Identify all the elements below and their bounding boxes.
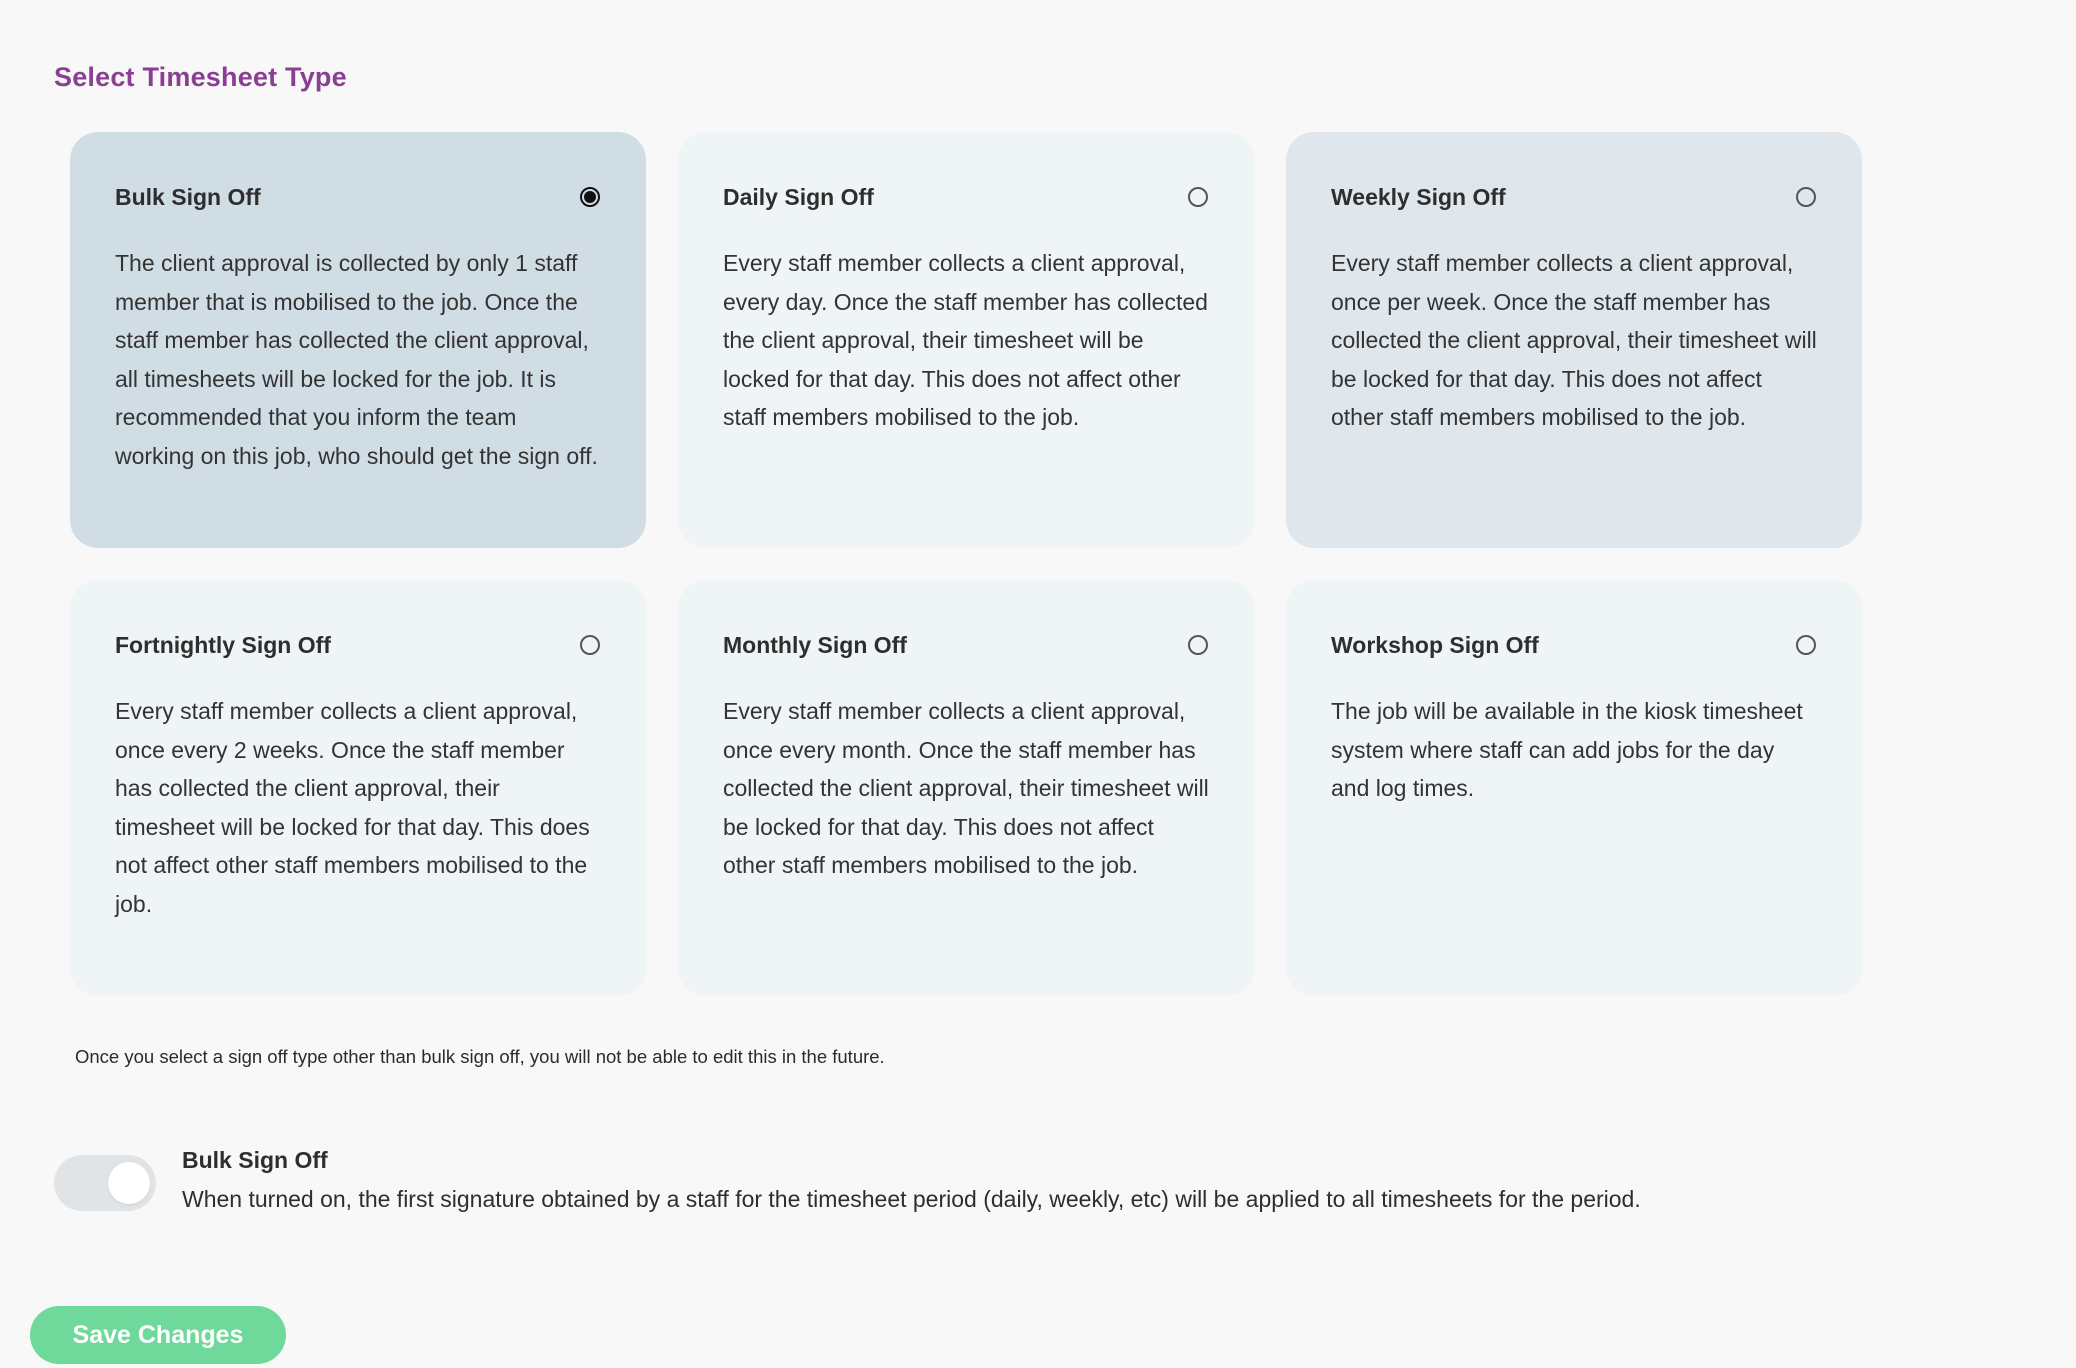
- toggle-knob: [108, 1162, 150, 1204]
- option-card-header: [723, 180, 1210, 214]
- radio-selected-dot: [584, 191, 596, 203]
- option-card-weekly-sign-off[interactable]: [1286, 132, 1862, 548]
- option-radio-weekly-sign-off[interactable]: [1796, 187, 1816, 207]
- option-description: Every staff member collects a client approval, once per week. Once the staff member has collected the client approval, their timesheet will be locked for that day. This does not affect other staff members mobilised to the job.: [1331, 250, 1817, 430]
- option-title: Monthly Sign Off: [723, 631, 907, 658]
- option-radio-fortnightly-sign-off[interactable]: [580, 635, 600, 655]
- option-title: Workshop Sign Off: [1331, 631, 1539, 658]
- option-card-header: [1331, 628, 1818, 662]
- option-description: The client approval is collected by only 1 staff member that is mobilised to the job. Once the staff member has collected the client approval, all timesheets will be locked for the job. It is recommended that you inform the team working on this job, who should get the sign off.: [115, 250, 598, 469]
- option-title: Bulk Sign Off: [115, 183, 261, 210]
- bulk-sign-off-toggle-description: When turned on, the first signature obtained by a staff for the timesheet period (daily, weekly, etc) will be applied to all timesheets for the period.: [182, 1186, 1641, 1212]
- option-card-header: [1331, 180, 1818, 214]
- option-description: Every staff member collects a client approval, every day. Once the staff member has collected the client approval, their timesheet will be locked for that day. This does not affect other staff members mobilised to the job.: [723, 250, 1208, 430]
- option-card-bulk-sign-off[interactable]: [70, 132, 646, 548]
- save-changes-button[interactable]: Save Changes: [30, 1306, 286, 1364]
- option-card-monthly-sign-off[interactable]: [678, 580, 1254, 996]
- option-card-workshop-sign-off[interactable]: [1286, 580, 1862, 996]
- section-title: Select Timesheet Type: [54, 62, 347, 92]
- option-radio-monthly-sign-off[interactable]: [1188, 635, 1208, 655]
- option-description: Every staff member collects a client approval, once every month. Once the staff member has collected the client approval, their timesheet will be locked for that day. This does not affect other staff members mobilised to the job.: [723, 698, 1209, 878]
- option-card-header: [115, 628, 602, 662]
- option-radio-bulk-sign-off[interactable]: [580, 187, 600, 207]
- timesheet-type-options: [70, 132, 1864, 996]
- option-title: Daily Sign Off: [723, 183, 874, 210]
- option-description: Every staff member collects a client approval, once every 2 weeks. Once the staff member has collected the client approval, their timesheet will be locked for that day. This does not affect other staff members mobilised to the job.: [115, 698, 590, 917]
- option-card-header: [115, 180, 602, 214]
- option-radio-workshop-sign-off[interactable]: [1796, 635, 1816, 655]
- option-radio-daily-sign-off[interactable]: [1188, 187, 1208, 207]
- option-description: The job will be available in the kiosk timesheet system where staff can add jobs for the day and log times.: [1331, 698, 1803, 801]
- option-card-fortnightly-sign-off[interactable]: [70, 580, 646, 996]
- option-card-header: [723, 628, 1210, 662]
- bulk-sign-off-toggle-label: Bulk Sign Off: [182, 1147, 328, 1173]
- option-title: Weekly Sign Off: [1331, 183, 1506, 210]
- option-title: Fortnightly Sign Off: [115, 631, 331, 658]
- sign-off-warning-note: Once you select a sign off type other than bulk sign off, you will not be able to edit this in the future.: [75, 1046, 885, 1067]
- option-card-daily-sign-off[interactable]: [678, 132, 1254, 548]
- bulk-sign-off-toggle[interactable]: [54, 1155, 156, 1211]
